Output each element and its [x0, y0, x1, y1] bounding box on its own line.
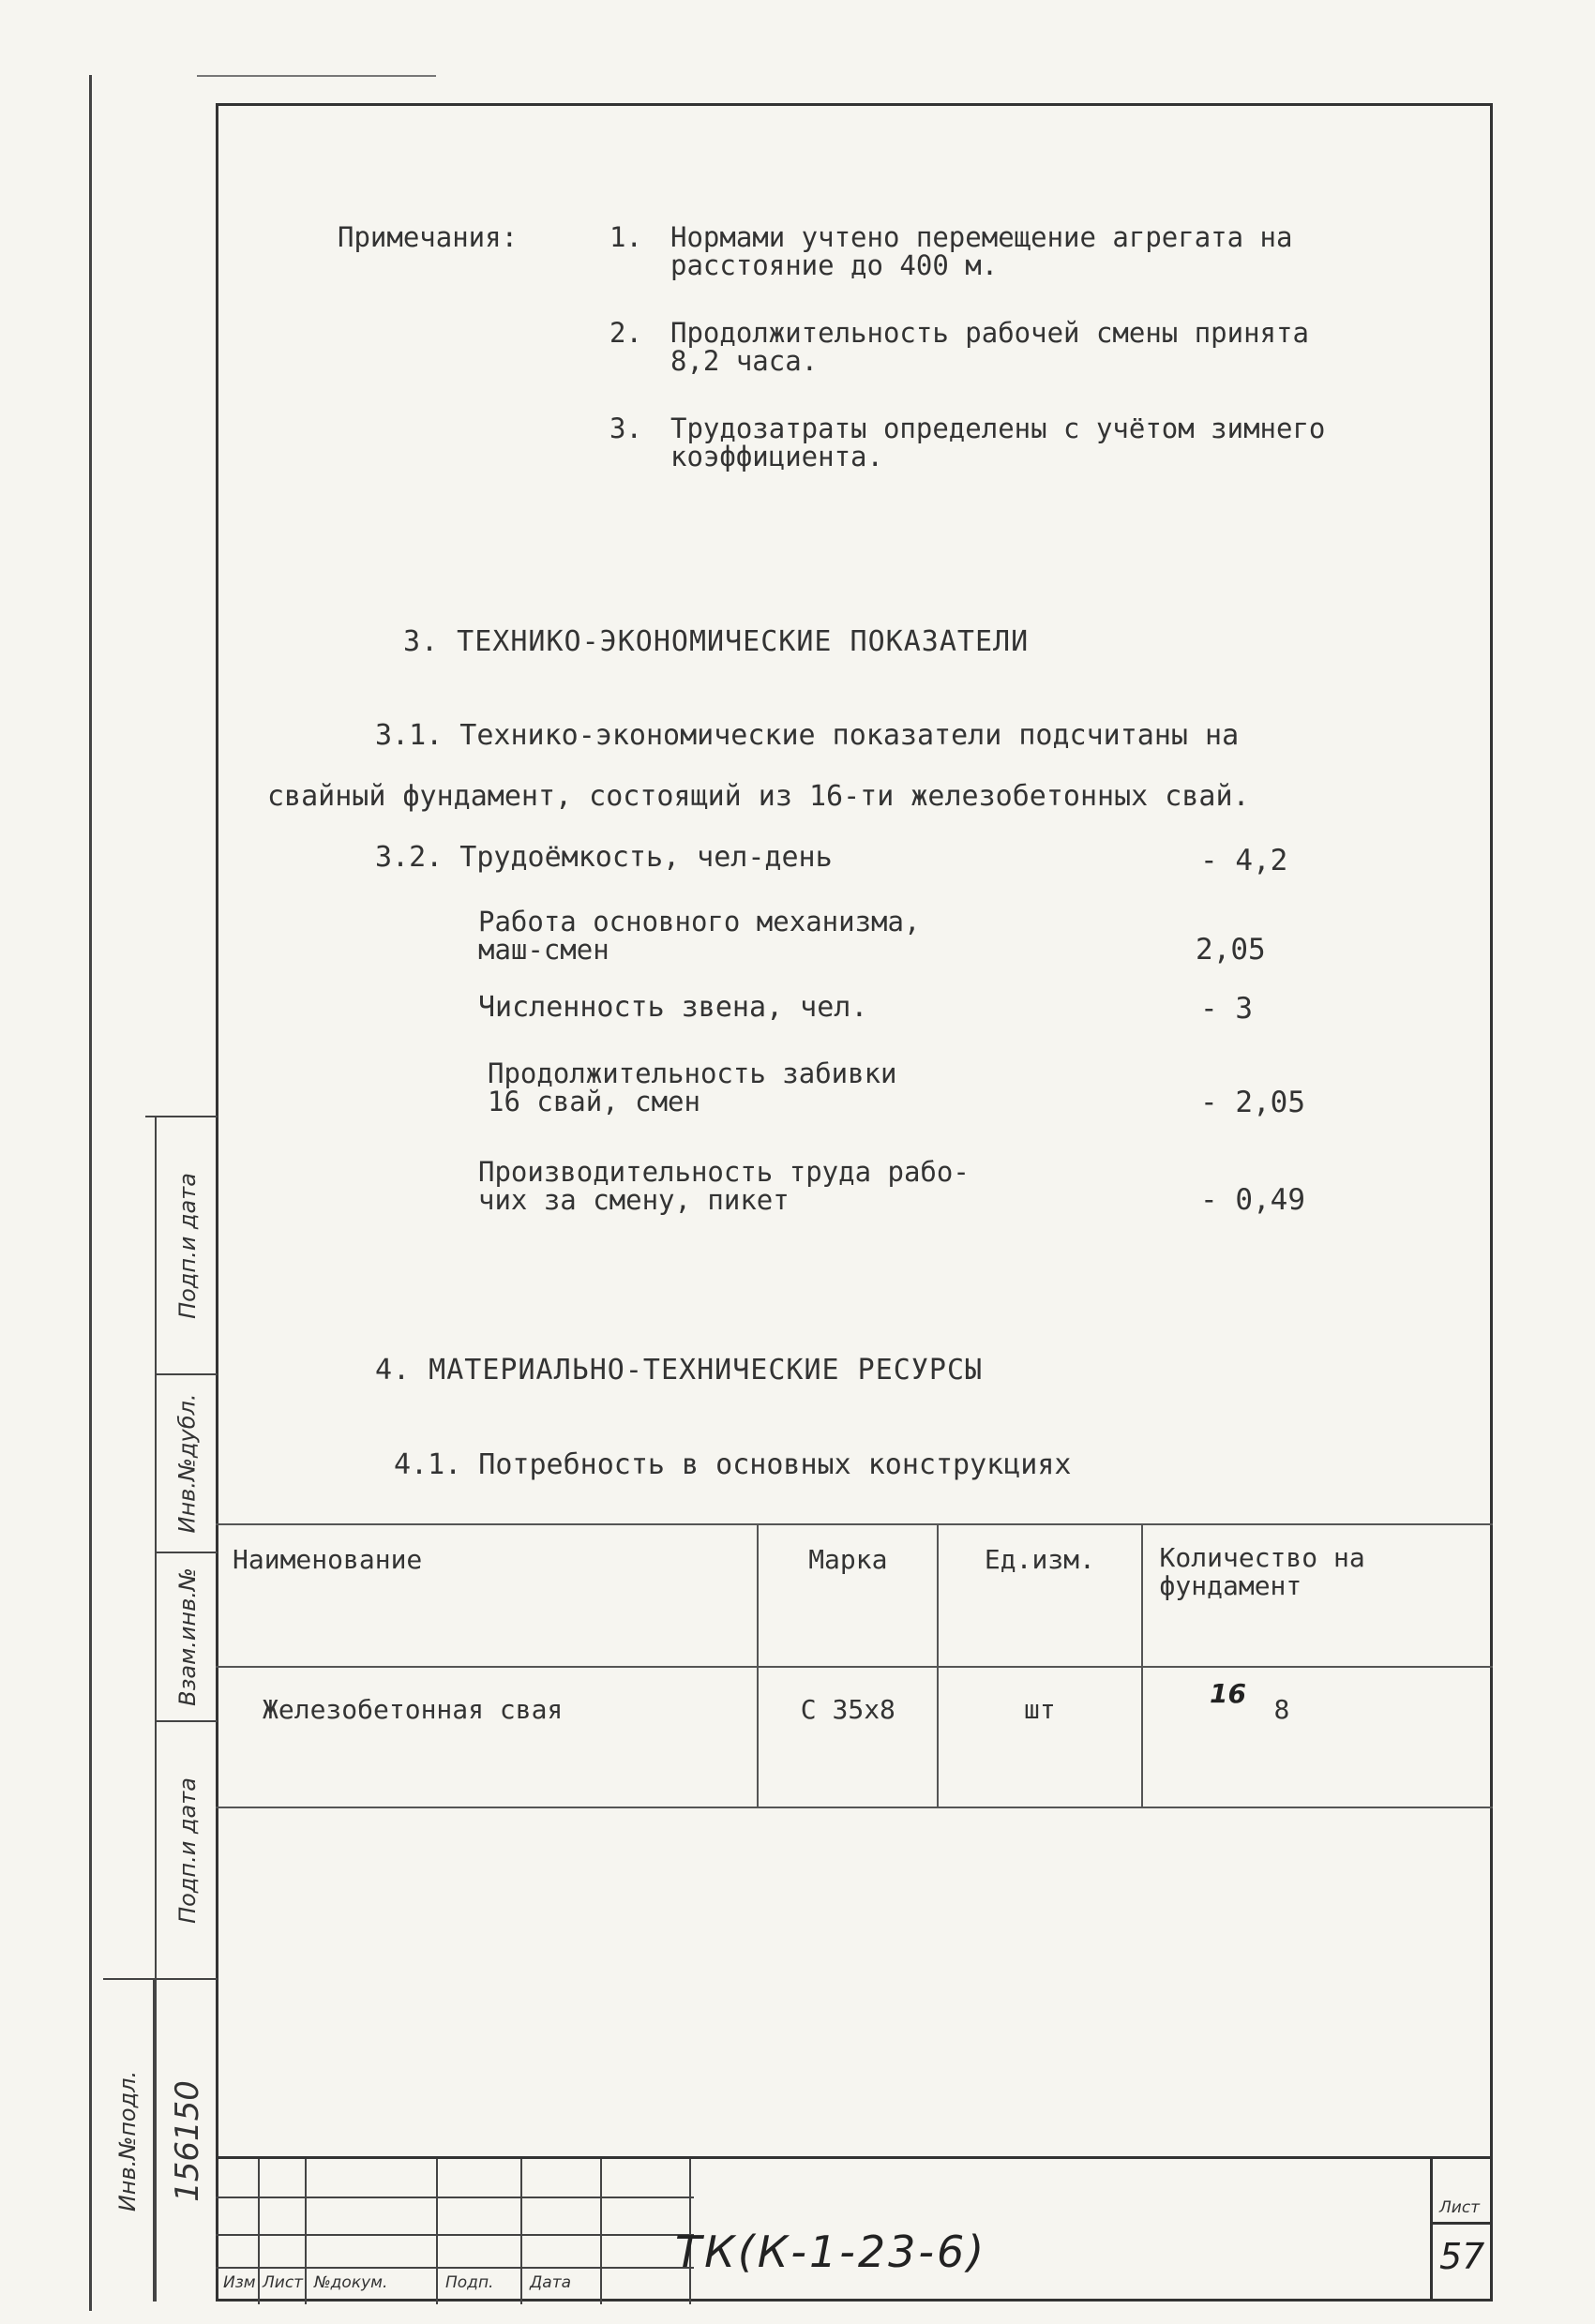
outer-margin-line: [89, 75, 92, 2311]
indicator-row-label: Работа основного механизма,: [478, 906, 921, 937]
cell-name: Железобетонная свая: [216, 1667, 758, 1807]
indicator-row-label: 3.2. Трудоёмкость, чел-день: [375, 841, 833, 874]
note-2-line1: Продолжительность рабочей смены принята: [670, 317, 1309, 349]
note-3-line2: коэффициента.: [670, 441, 883, 472]
section-4-subheading: 4.1. Потребность в основных конструкциях: [394, 1448, 1072, 1481]
indicator-row-label: маш-смен: [478, 934, 609, 966]
note-3-line1: Трудозатраты определены с учётом зимнего: [670, 412, 1326, 444]
stamp-label: Подп.: [445, 2273, 494, 2292]
note-2-number: 2.: [609, 317, 642, 349]
side-outer-cell: [103, 1978, 155, 2302]
side-cell: [157, 1978, 218, 2302]
side-label: Взам.инв.№: [173, 1567, 201, 1706]
side-cell: [157, 1116, 218, 1373]
indicator-row-value: - 4,2: [1200, 844, 1288, 877]
indicator-row-label: Продолжительность забивки: [488, 1057, 897, 1089]
section-3-p1-line1: 3.1. Технико-экономические показатели подсчитаны на: [375, 719, 1240, 752]
header-name: Наименование: [216, 1524, 758, 1667]
stamp-label: №докум.: [314, 2273, 388, 2292]
table-row: [216, 1667, 1493, 1807]
sheet-number: 57: [1439, 2236, 1485, 2277]
sheet-box: [1430, 2156, 1493, 2302]
section-3-p1-line2: свайный фундамент, состоящий из 16-ти железобетонных свай.: [267, 780, 1250, 813]
indicator-row-value: - 2,05: [1200, 1086, 1305, 1119]
indicator-row-value: 2,05: [1196, 933, 1266, 967]
indicator-row-label: Производительность труда рабо-: [478, 1156, 970, 1188]
note-1-line2: расстояние до 400 м.: [670, 249, 999, 281]
section-4-heading: 4. МАТЕРИАЛЬНО-ТЕХНИЧЕСКИЕ РЕСУРСЫ: [375, 1354, 984, 1387]
indicator-row-value: - 0,49: [1200, 1183, 1305, 1217]
side-cell: [157, 1552, 218, 1720]
stamp-label: Лист: [263, 2273, 304, 2292]
cell-unit: шт: [938, 1667, 1141, 1807]
table-header-row: [216, 1524, 1493, 1667]
side-label: Подп.и дата: [173, 1777, 201, 1924]
inventory-number: 156150: [168, 2079, 206, 2202]
note-1-number: 1.: [609, 221, 642, 253]
cell-mark: С 35х8: [758, 1667, 938, 1807]
stamp-label: Дата: [530, 2273, 572, 2292]
stamp-label: Изм: [223, 2273, 256, 2292]
side-cell: [157, 1373, 218, 1552]
indicator-row-value: - 3: [1200, 992, 1253, 1026]
side-cell: [157, 1720, 218, 1978]
side-label: Инв.№дубл.: [173, 1393, 201, 1534]
indicator-row-label: Численность звена, чел.: [478, 991, 868, 1024]
indicator-row-label: чих за смену, пикет: [478, 1184, 790, 1216]
cell-quantity: 8: [1142, 1667, 1493, 1807]
side-stamp-strip: [155, 1116, 216, 2302]
note-1-line1: Нормами учтено перемещение агрегата на: [670, 221, 1293, 253]
note-2-line2: 8,2 часа.: [670, 345, 819, 377]
side-label: Подп.и дата: [173, 1172, 201, 1319]
notes-label: Примечания:: [338, 221, 519, 253]
side-divider: [145, 1116, 216, 1117]
header-mark: Марка: [758, 1524, 938, 1667]
document-code: ТК(К-1-23-6): [675, 2227, 987, 2277]
top-mark: [197, 75, 436, 77]
resources-table: [216, 1523, 1493, 1808]
sheet-label: Лист: [1439, 2198, 1481, 2217]
indicator-row-label: 16 свай, смен: [488, 1086, 700, 1117]
side-label: Инв.№подл.: [114, 2070, 142, 2212]
note-3-number: 3.: [609, 412, 642, 444]
sheet-divider: [1430, 2222, 1493, 2225]
handwritten-quantity: 16: [1210, 1678, 1246, 1709]
section-3-heading: 3. ТЕХНИКО-ЭКОНОМИЧЕСКИЕ ПОКАЗАТЕЛИ: [403, 625, 1030, 658]
header-quantity: Количество на фундамент: [1142, 1524, 1493, 1667]
header-unit: Ед.изм.: [938, 1524, 1141, 1667]
